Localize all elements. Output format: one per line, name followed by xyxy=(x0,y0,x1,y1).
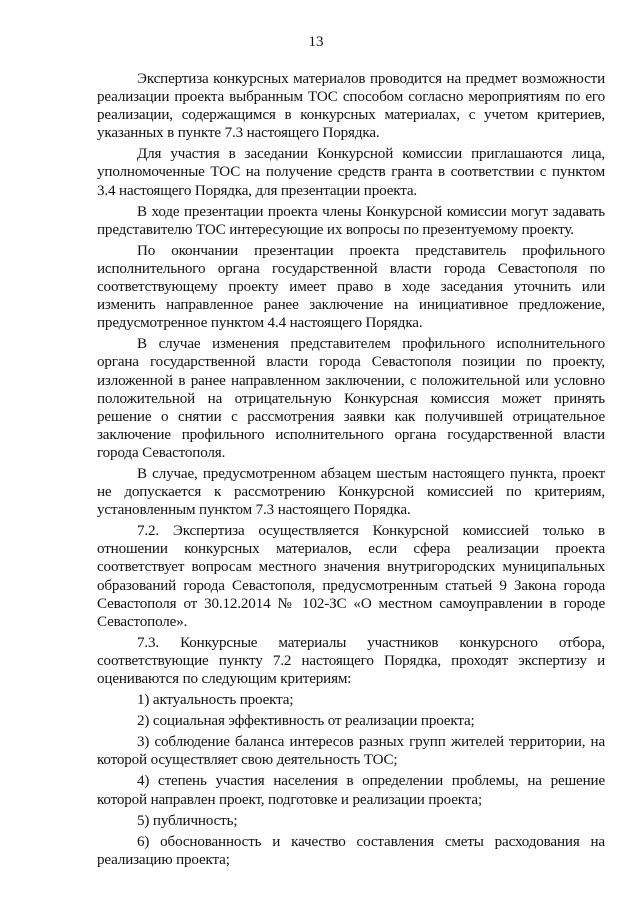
paragraph-section-7-3: 7.3. Конкурсные материалы участников конкурсного отбора, соответствующие пункту 7.2 настоящего Порядка, проходят экспертизу и оцениваются по следующим критериям: xyxy=(97,634,605,687)
criteria-item: 1) актуальность проекта; xyxy=(137,692,294,709)
document-body xyxy=(97,70,605,872)
criteria-item: 6) обоснованность и качество составления сметы расходования на реализацию проекта; xyxy=(97,833,605,868)
paragraph: Для участия в заседании Конкурсной комиссии приглашаются лица, уполномоченные ТОС на получение средств гранта в соответствии с пунктом 3.4 настоящего Порядка, для презентации проекта. xyxy=(97,146,605,199)
paragraph: В случае изменения представителем профильного исполнительного органа государственной власти города Севастополя позиции по проекту, изложенной в ранее направленном заключении, с положительной или условно положительной на отрицательную Конкурсная комиссия может принять решение о снятии с рассмотрения заявки как получившей отрицательное заключение профильного исполнительного органа государственной власти города Севастополя. xyxy=(97,336,605,461)
criteria-item: 3) соблюдение баланса интересов разных групп жителей территории, на которой осуществляет свою деятельность ТОС; xyxy=(97,734,605,769)
paragraph-section-7-2: 7.2. Экспертиза осуществляется Конкурсной комиссией только в отношении конкурсных материалов, если сфера реализации проекта соответствует вопросам местного значения внутригородских муниципальных образований города Севастополя, предусмотренным статьей 9 Закона города Севастополя от 30.12.2014 № 102-ЗС «О местном самоуправлении в городе Севастополе». xyxy=(97,523,605,630)
criteria-item: 5) публичность; xyxy=(137,812,238,829)
paragraph: По окончании презентации проекта представитель профильного исполнительного органа государственной власти города Севастополя по соответствующему проекту имеет право в ходе заседания уточнить или изменить направленное ранее заключение на инициативное предложение, предусмотренное пунктом 4.4 настоящего Порядка. xyxy=(97,242,605,332)
page-number: 13 xyxy=(308,34,324,50)
criteria-item: 4) степень участия населения в определении проблемы, на решение которой направлен проект, подготовке и реализации проекта; xyxy=(97,773,605,808)
paragraph: В ходе презентации проекта члены Конкурсной комиссии могут задавать представителю ТОС интересующие их вопросы по презентуемому проекту. xyxy=(97,203,605,238)
paragraph: В случае, предусмотренном абзацем шестым настоящего пункта, проект не допускается к рассмотрению Конкурсной комиссией по критериям, установленным пунктом 7.3 настоящего Порядка. xyxy=(97,465,605,519)
paragraph: Экспертиза конкурсных материалов проводится на предмет возможности реализации проекта выбранным ТОС способом согласно мероприятиям по его реализации, содержащимся в конкурсных материалах, с учетом критериев, указанных в пункте 7.3 настоящего Порядка. xyxy=(97,71,605,142)
criteria-item: 2) социальная эффективность от реализации проекта; xyxy=(137,713,475,730)
